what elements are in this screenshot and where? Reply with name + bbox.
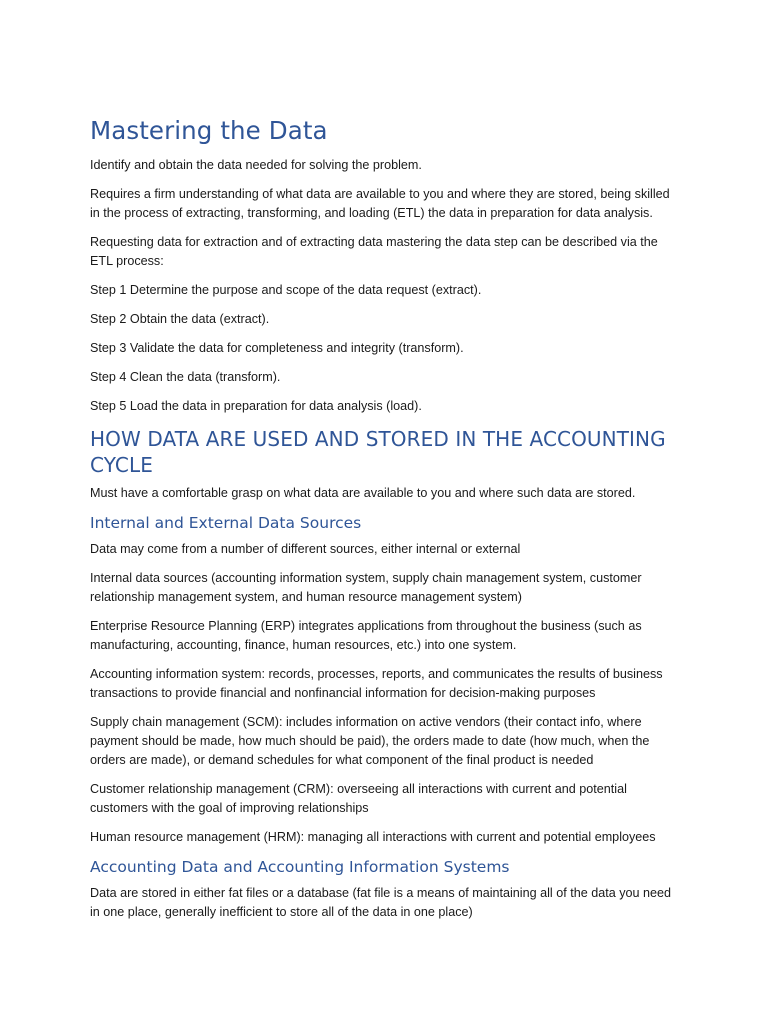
etl-step-2: Step 2 Obtain the data (extract). bbox=[90, 312, 270, 326]
document-page bbox=[90, 116, 682, 932]
heading-accounting-information-systems: Accounting Data and Accounting Information Systems bbox=[90, 858, 510, 876]
etl-step-5: Step 5 Load the data in preparation for data analysis (load). bbox=[90, 399, 422, 413]
paragraph: Requires a firm understanding of what data are available to you and where they are stored, being skilled in the process of extracting, transforming, and loading (ETL) the data in preparation for data analysis. bbox=[90, 187, 670, 220]
paragraph: Supply chain management (SCM): includes information on active vendors (their contact info, where payment should be made, how much should be paid), the orders made to date (how much, when the orders are made), or demand schedules for what component of the final product is needed bbox=[90, 715, 650, 767]
paragraph: Internal data sources (accounting information system, supply chain management system, customer relationship management system, and human resource management system) bbox=[90, 571, 642, 604]
heading-mastering-the-data: Mastering the Data bbox=[90, 116, 328, 145]
paragraph: Must have a comfortable grasp on what data are available to you and where such data are stored. bbox=[90, 486, 636, 500]
heading-accounting-cycle: HOW DATA ARE USED AND STORED IN THE ACCOUNTING CYCLE bbox=[90, 427, 666, 477]
heading-data-sources: Internal and External Data Sources bbox=[90, 514, 362, 532]
paragraph: Data may come from a number of different sources, either internal or external bbox=[90, 542, 521, 556]
paragraph: Customer relationship management (CRM): overseeing all interactions with current and potential customers with the goal of improving relationships bbox=[90, 782, 627, 815]
paragraph: Identify and obtain the data needed for solving the problem. bbox=[90, 158, 422, 172]
paragraph: Accounting information system: records, processes, reports, and communicates the results of business transactions to provide financial and nonfinancial information for decision-making purposes bbox=[90, 667, 663, 700]
etl-step-3: Step 3 Validate the data for completeness and integrity (transform). bbox=[90, 341, 464, 355]
paragraph: Human resource management (HRM): managing all interactions with current and potential employees bbox=[90, 830, 656, 844]
etl-step-1: Step 1 Determine the purpose and scope of the data request (extract). bbox=[90, 283, 482, 297]
paragraph: Enterprise Resource Planning (ERP) integrates applications from throughout the business (such as manufacturing, accounting, finance, human resources, etc.) into one system. bbox=[90, 619, 642, 652]
paragraph: Requesting data for extraction and of extracting data mastering the data step can be described via the ETL process: bbox=[90, 235, 658, 268]
etl-step-4: Step 4 Clean the data (transform). bbox=[90, 370, 281, 384]
paragraph: Data are stored in either fat files or a database (fat file is a means of maintaining all of the data you need in one place, generally inefficient to store all of the data in one place) bbox=[90, 886, 672, 919]
